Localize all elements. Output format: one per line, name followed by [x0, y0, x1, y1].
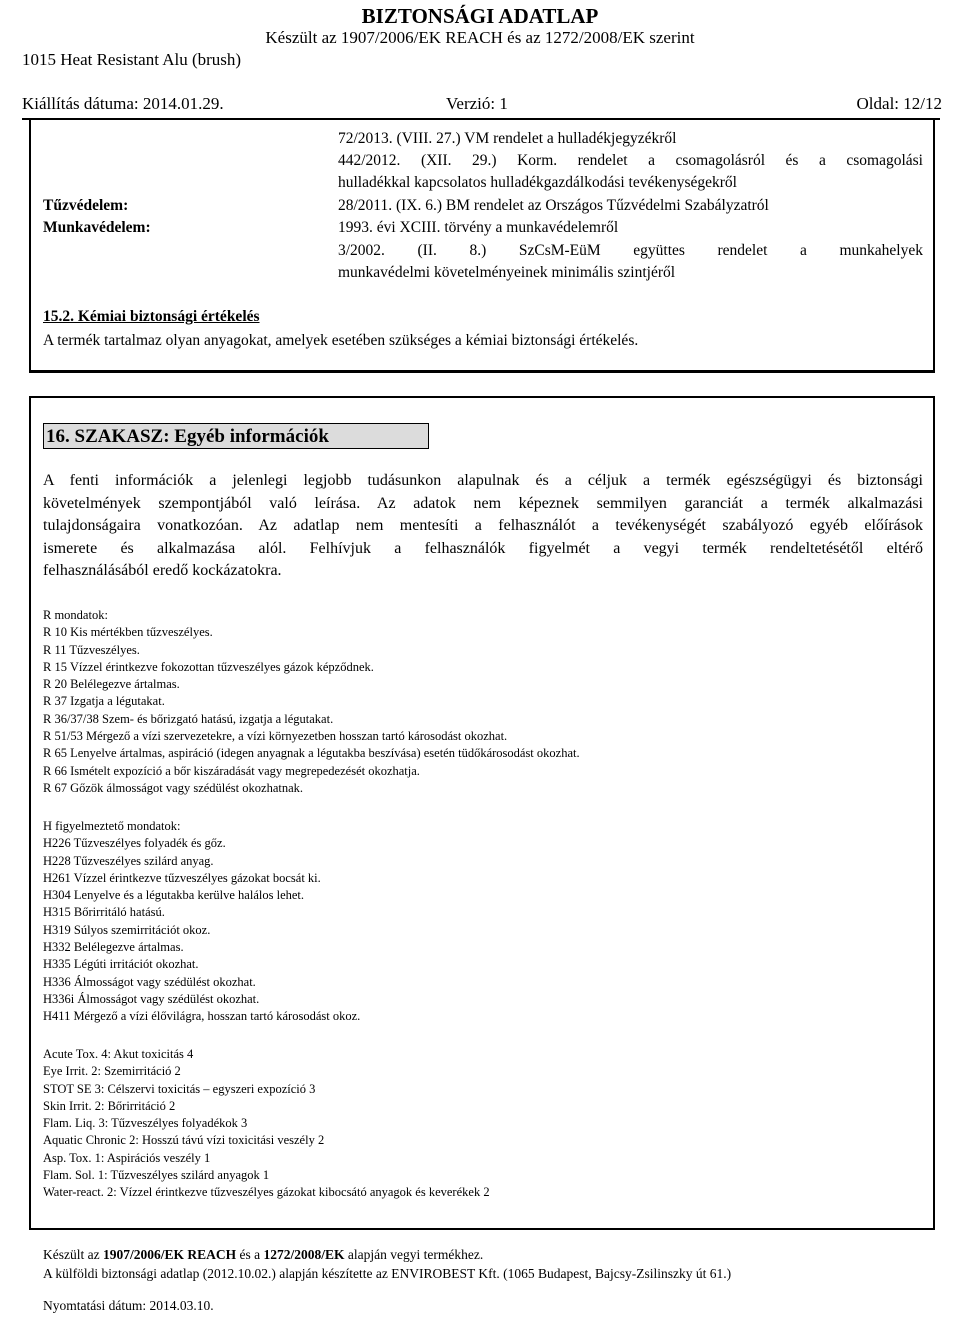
list-item: Water-react. 2: Vízzel érintkezve tűzveszélyes gázokat kibocsátó anyagok és keverékek 2 [43, 1185, 490, 1200]
paragraph-line: A fenti információk a jelenlegi legjobb tudásunkon alapulnak és a céljuk a termék egészségügyi és biztonsági [43, 472, 923, 489]
list-item: H336i Álmosságot vagy szédülést okozhat. [43, 991, 260, 1006]
section-16-heading: 16. SZAKASZ: Egyéb információk [43, 423, 429, 449]
footer-regulation-line [43, 1246, 483, 1263]
list-item: STOT SE 3: Célszervi toxicitás – egyszeri expozíció 3 [43, 1081, 316, 1096]
list-item: Acute Tox. 4: Akut toxicitás 4 [43, 1047, 194, 1061]
list-item: Aquatic Chronic 2: Hosszú távú vízi toxicitási veszély 2 [43, 1133, 325, 1148]
list-item: R 11 Tűzveszélyes. [43, 642, 140, 657]
list-item: H228 Tűzveszélyes szilárd anyag. [43, 853, 214, 868]
list-item: Eye Irrit. 2: Szemirritáció 2 [43, 1064, 181, 1079]
footer-suffix: alapján vegyi termékhez. [344, 1247, 484, 1262]
list-item: R 20 Belélegezve ártalmas. [43, 677, 180, 692]
list-item: H319 Súlyos szemirritációt okoz. [43, 922, 211, 937]
list-item: Skin Irrit. 2: Bőrirritáció 2 [43, 1098, 176, 1113]
law-line-5: 1993. évi XCIII. törvény a munkavédelemről [338, 219, 619, 236]
print-date: Nyomtatási dátum: 2014.03.10. [43, 1298, 214, 1313]
list-item: Asp. Tox. 1: Aspirációs veszély 1 [43, 1150, 211, 1165]
list-item: H315 Bőrirritáló hatású. [43, 905, 165, 920]
issue-date: Kiállítás dátuma: 2014.01.29. [22, 94, 224, 113]
list-item: R 15 Vízzel érintkezve fokozottan tűzveszélyes gázok képződnek. [43, 659, 374, 674]
footer-reach: 1907/2006/EK REACH [102, 1247, 237, 1262]
paragraph-line: felhasználásából eredő kockázatokra. [43, 562, 282, 580]
section-15-2-text: A termék tartalmaz olyan anyagokat, amelyek esetében szükséges a kémiai biztonsági értékelés. [43, 332, 639, 349]
list-item: R 37 Izgatja a légutakat. [43, 694, 165, 709]
law-line-6: 3/2002. (II. 8.) SzCsM-EüM együttes rendelet a munkahelyek [338, 242, 923, 259]
footer-prefix: Készült az [43, 1247, 103, 1262]
r-phrases-title: R mondatok: [43, 608, 108, 622]
list-item: R 65 Lenyelve ártalmas, aspiráció (idegen anyagnak a légutakba beszívása) esetén tüdőkárosodást okozhat. [43, 746, 580, 761]
law-line-4: 28/2011. (IX. 6.) BM rendelet az Országos Tűzvédelmi Szabályzatról [338, 197, 769, 214]
footer-clp: 1272/2008/EK [263, 1247, 345, 1262]
list-item: H336 Álmosságot vagy szédülést okozhat. [43, 974, 256, 989]
section-15-2-heading: 15.2. Kémiai biztonsági értékelés [43, 308, 260, 325]
fire-protection-label: Tűzvédelem: [43, 197, 129, 214]
footer-mid: és a [236, 1247, 264, 1262]
list-item: Flam. Sol. 1: Tűzveszélyes szilárd anyagok 1 [43, 1168, 270, 1183]
list-item: R 51/53 Mérgező a vízi szervezetekre, a vízi környezetben hosszan tartó károsodást okozhat. [43, 729, 508, 744]
law-line-7: munkavédelmi követelményeinek minimális szintjéről [338, 264, 676, 281]
work-safety-label: Munkavédelem: [43, 219, 151, 236]
footer-source-line: A külföldi biztonsági adatlap (2012.10.02.) alapján készítette az ENVIROBEST Kft. (1065 Budapest, Bajcsy-Zsilinszky út 61.) [43, 1266, 732, 1281]
list-item: H304 Lenyelve és a légutakba kerülve halálos lehet. [43, 888, 305, 903]
hazard-classes-list [43, 1046, 490, 1202]
document-title: BIZTONSÁGI ADATLAP [361, 4, 599, 28]
section-16-paragraph [43, 470, 923, 583]
document-subtitle: Készült az 1907/2006/EK REACH és az 1272/2008/EK szerint [265, 28, 695, 47]
h-phrases-title: H figyelmeztető mondatok: [43, 819, 181, 833]
r-phrases-list [43, 607, 580, 797]
law-line-2: 442/2012. (XII. 29.) Korm. rendelet a csomagolásról és a csomagolási [338, 152, 923, 169]
version: Verzió: 1 [446, 94, 508, 113]
paragraph-line: tulajdonságaira vonatkozóan. Az adatlap nem mentesíti a felhasználót a tevékenységét szabályozó egyéb előírások [43, 517, 923, 535]
page-number: Oldal: 12/12 [856, 94, 942, 113]
h-phrases-list [43, 818, 360, 1026]
law-line-1: 72/2013. (VIII. 27.) VM rendelet a hulladékjegyzékről [338, 130, 677, 147]
list-item: R 36/37/38 Szem- és bőrizgató hatású, izgatja a légutakat. [43, 711, 334, 726]
list-item: R 66 Ismételt expozíció a bőr kiszáradását vagy megrepedezését okozhatja. [43, 763, 420, 778]
list-item: H226 Tűzveszélyes folyadék és gőz. [43, 836, 226, 851]
law-line-3: hulladékkal kapcsolatos hulladékgazdálkodási tevékenységekről [338, 174, 737, 191]
list-item: H411 Mérgező a vízi élővilágra, hosszan tartó károsodást okoz. [43, 1009, 361, 1024]
list-item: Flam. Liq. 3: Tűzveszélyes folyadékok 3 [43, 1116, 248, 1131]
paragraph-line: ismerete és alkalmazása alól. Felhívjuk a felhasználók figyelmét a vegyi termék rendeltetésétől eltérő [43, 539, 923, 557]
list-item: H261 Vízzel érintkezve tűzveszélyes gázokat bocsát ki. [43, 870, 321, 885]
paragraph-line: követelmények szempontjából való leírása. Az adatok nem képeznek semmilyen garanciát a termék alkalmazási [43, 494, 923, 512]
list-item: H335 Légúti irritációt okozhat. [43, 957, 199, 972]
list-item: R 10 Kis mértékben tűzveszélyes. [43, 625, 213, 640]
list-item: H332 Belélegezve ártalmas. [43, 940, 184, 955]
list-item: R 67 Gőzök álmosságot vagy szédülést okozhatnak. [43, 780, 304, 795]
product-name: 1015 Heat Resistant Alu (brush) [22, 50, 242, 69]
